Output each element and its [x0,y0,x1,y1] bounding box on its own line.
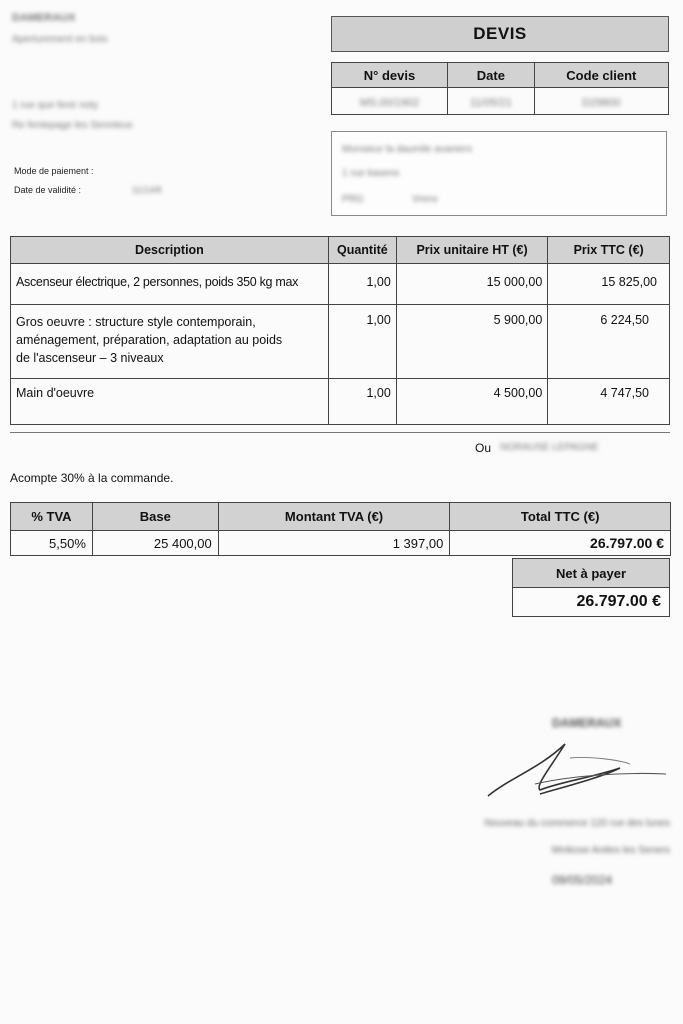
quote-number-header: N° devis [332,63,448,88]
validity-date-value: 11/14/8 [132,185,162,195]
company-address-line2: Re fentepage les Sennteus [12,120,133,131]
row-description: Ascenseur électrique, 2 personnes, poids 350 kg max [11,264,329,305]
client-code-header: Code client [534,63,668,88]
row-quantity: 1,00 [328,264,396,305]
client-code-value: D29800 [582,96,621,109]
row-unit-price: 4 500,00 [396,379,547,425]
table-row [11,379,670,425]
unit-price-header: Prix unitaire HT (€) [396,237,547,264]
row-price-ttc: 15 825,00 [548,264,670,305]
quote-number-value: MS.00/1902 [359,96,420,109]
row-description [11,305,329,379]
vat-rate-header: % TVA [11,503,93,531]
total-ttc-value: 26.797.00 € [450,531,671,556]
row-quantity: 1,00 [328,305,396,379]
stamp-company-name: DAMERAUX [552,716,622,730]
date-header: Date [448,63,535,88]
row-quantity: 1,00 [328,379,396,425]
document-title: DEVIS [331,16,669,52]
company-address-line1: 1 rue que fenir noty [12,100,99,111]
vat-summary-table [10,502,671,556]
deposit-note: Acompte 30% à la commande. [10,471,174,485]
or-value: NORAUSE LEPAGNE [500,442,599,453]
stamp-address-line2: Mmkose Anttes les Seners [551,845,670,856]
table-row [11,305,670,379]
vat-amount-value: 1 397,00 [218,531,450,556]
signature-icon [480,738,670,808]
net-to-pay-label: Net à payer [512,558,670,587]
payment-mode-label: Mode de paiement : [14,166,94,176]
validity-date-label: Date de validité : [14,185,82,195]
row-description-line: aménagement, préparation, adaptation au poids [16,333,283,347]
company-name: DAMERAUX [12,12,76,24]
client-address-box [331,131,667,216]
divider [10,432,670,433]
row-description: Main d'oeuvre [11,379,329,425]
row-price-ttc: 6 224,50 [548,305,670,379]
total-ttc-header: Total TTC (€) [450,503,671,531]
items-table [10,236,670,425]
net-to-pay-value: 26.797.00 € [512,587,670,617]
quote-info-table [331,62,669,115]
or-label: Ou [475,441,492,455]
client-street: 1 rue kasens [342,168,400,179]
price-ttc-header: Prix TTC (€) [548,237,670,264]
row-price-ttc: 4 747,50 [548,379,670,425]
vat-amount-header: Montant TVA (€) [218,503,450,531]
row-unit-price: 5 900,00 [396,305,547,379]
vat-rate-value: 5,50% [11,531,93,556]
table-row [11,264,670,305]
row-unit-price: 15 000,00 [396,264,547,305]
client-city: Vrenx [412,194,438,205]
date-value: 11/05/21 [469,96,512,109]
row-description-line: de l'ascenseur – 3 niveaux [16,351,164,365]
company-subtitle: Aperturement en bois [12,34,108,45]
stamp-date: 09/05/2024 [552,873,613,887]
client-zip: PRG [342,194,364,205]
stamp-address-line1: Nouveau du commerce 120 rue des lunes [484,818,670,829]
net-to-pay-box [512,558,670,617]
client-name: Monsieur la daumile avaniers [342,144,473,155]
base-value: 25 400,00 [92,531,218,556]
quantity-header: Quantité [328,237,396,264]
description-header: Description [11,237,329,264]
base-header: Base [92,503,218,531]
row-description-line: Gros oeuvre : structure style contemporain, [16,315,256,329]
